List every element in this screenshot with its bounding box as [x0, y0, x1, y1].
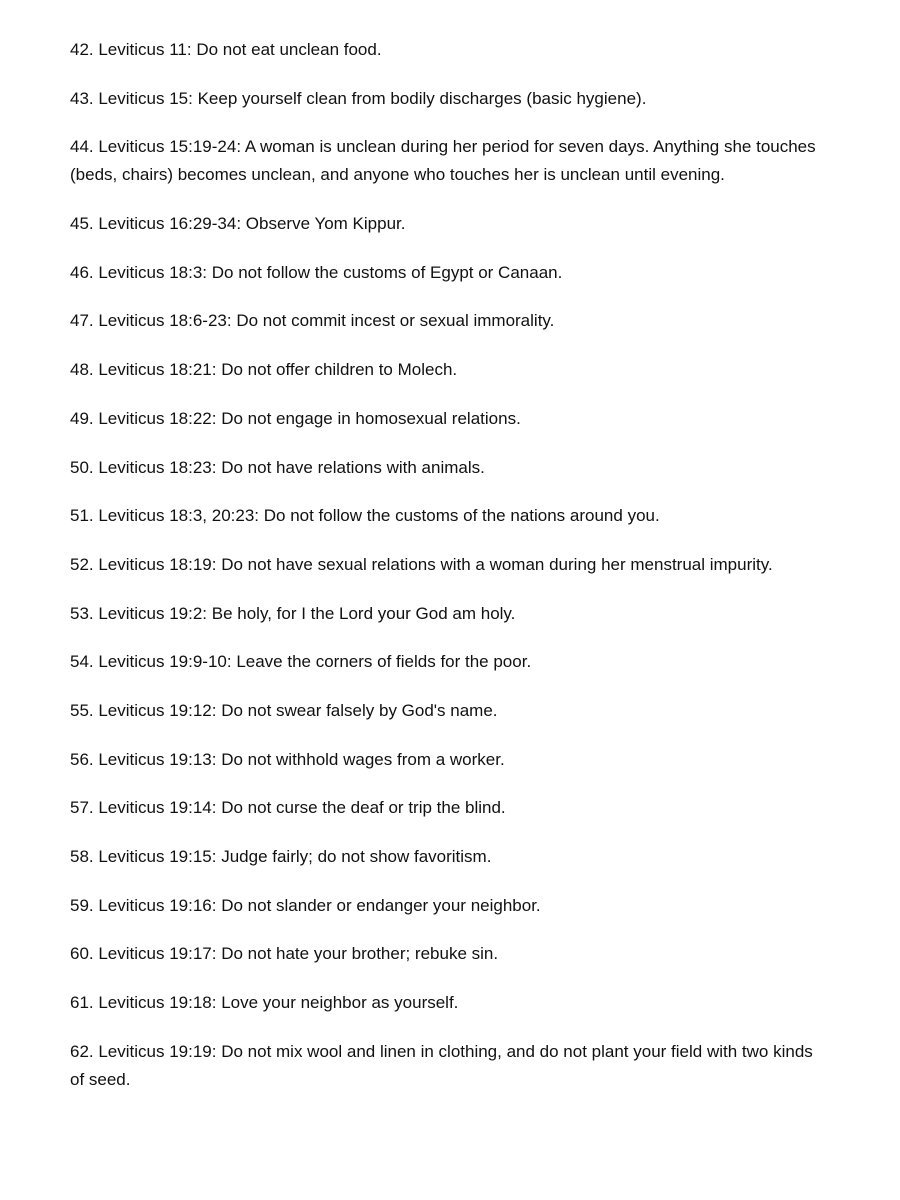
list-item: 50. Leviticus 18:23: Do not have relations with animals. — [70, 457, 485, 477]
list-item: 53. Leviticus 19:2: Be holy, for I the Lord your God am holy. — [70, 603, 516, 623]
list-item: 48. Leviticus 18:21: Do not offer children to Molech. — [70, 360, 458, 380]
list-item: 52. Leviticus 18:19: Do not have sexual relations with a woman during her menstrual impurity. — [70, 554, 773, 574]
list-item: 56. Leviticus 19:13: Do not withhold wages from a worker. — [70, 749, 505, 769]
list-item: 59. Leviticus 19:16: Do not slander or endanger your neighbor. — [70, 895, 541, 915]
list-item: 46. Leviticus 18:3: Do not follow the customs of Egypt or Canaan. — [70, 262, 563, 282]
list-item: 61. Leviticus 19:18: Love your neighbor as yourself. — [70, 993, 459, 1013]
list-item: 49. Leviticus 18:22: Do not engage in homosexual relations. — [70, 408, 521, 428]
list-item: 58. Leviticus 19:15: Judge fairly; do not show favoritism. — [70, 847, 492, 866]
commandment-list — [70, 36, 830, 1094]
list-item: 57. Leviticus 19:14: Do not curse the deaf or trip the blind. — [70, 798, 506, 818]
list-item: 44. Leviticus 15:19-24: A woman is unclean during her period for seven days. Anything she touches (beds, chairs) becomes unclean, and anyone who touches her is unclean until evening. — [70, 137, 816, 185]
list-item: 54. Leviticus 19:9-10: Leave the corners of fields for the poor. — [70, 652, 532, 672]
list-item: 62. Leviticus 19:19: Do not mix wool and linen in clothing, and do not plant your field with two kinds of seed. — [70, 1041, 813, 1089]
list-item: 47. Leviticus 18:6-23: Do not commit incest or sexual immorality. — [70, 311, 555, 331]
list-item: 43. Leviticus 15: Keep yourself clean from bodily discharges (basic hygiene). — [70, 88, 647, 108]
list-item: 55. Leviticus 19:12: Do not swear falsely by God's name. — [70, 700, 498, 720]
list-item: 51. Leviticus 18:3, 20:23: Do not follow the customs of the nations around you. — [70, 506, 660, 526]
list-item: 42. Leviticus 11: Do not eat unclean food. — [70, 40, 382, 59]
list-item: 45. Leviticus 16:29-34: Observe Yom Kippur. — [70, 214, 406, 234]
list-item: 60. Leviticus 19:17: Do not hate your brother; rebuke sin. — [70, 944, 499, 964]
document-page — [70, 36, 830, 1114]
